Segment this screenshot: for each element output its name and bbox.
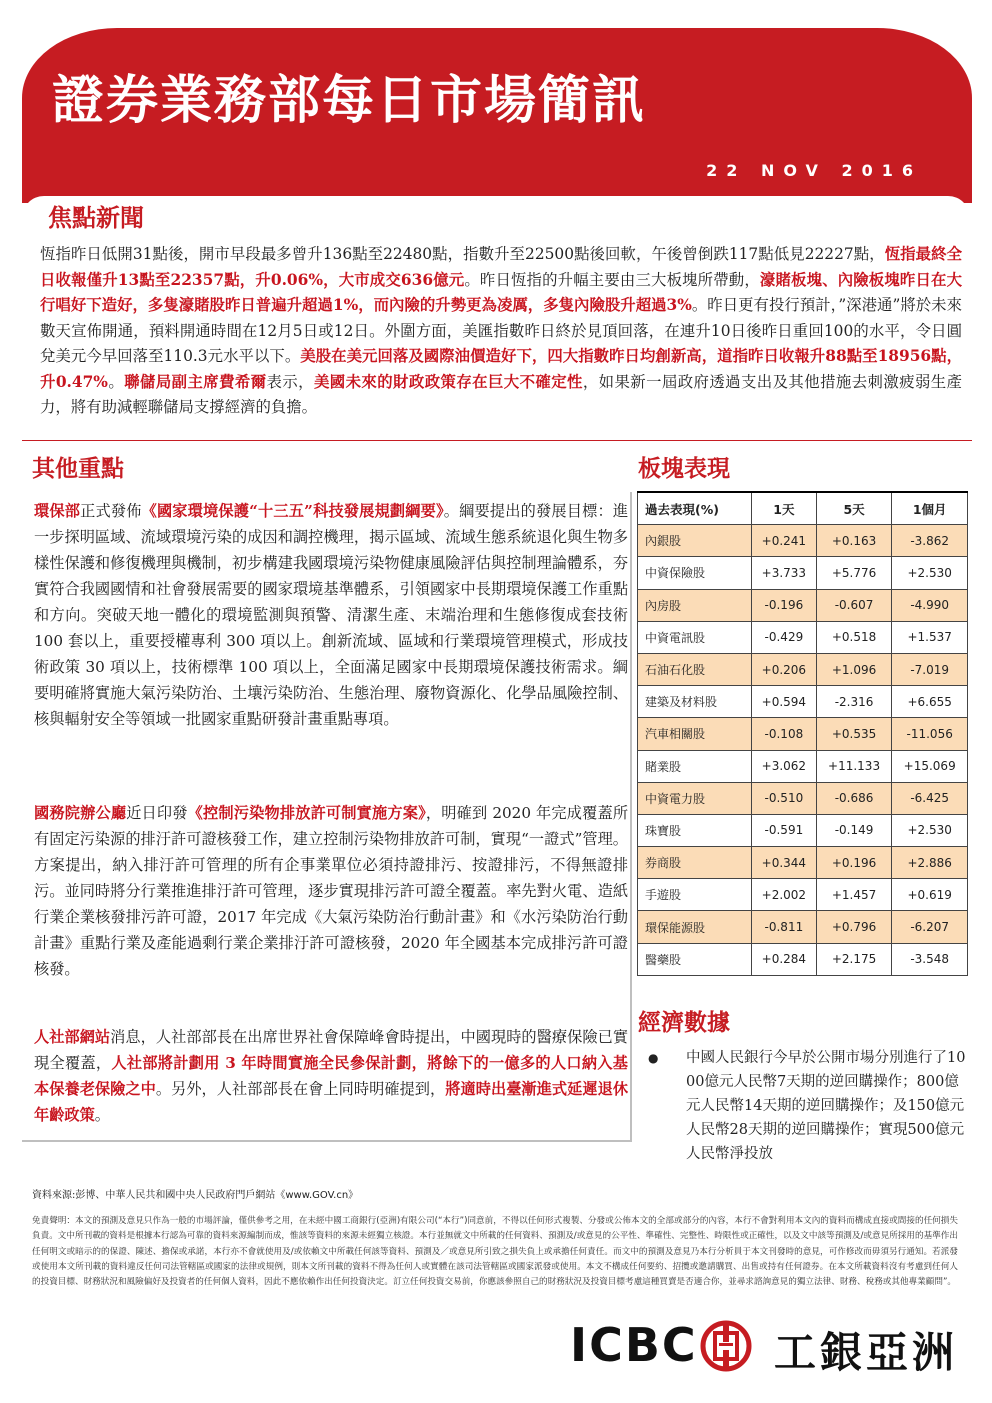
table-row bbox=[638, 718, 968, 750]
table-row bbox=[638, 557, 968, 589]
sector-name-cell: 券商股 bbox=[638, 847, 752, 879]
table-row bbox=[638, 782, 968, 814]
one-month-cell: +6.655 bbox=[892, 686, 968, 718]
five-day-cell: +0.518 bbox=[816, 621, 892, 653]
body-text: 。昨日恆指的升幅主要由三大板塊所帶動， bbox=[464, 270, 760, 289]
table-row bbox=[638, 653, 968, 685]
body-text: 。另外，人社部部長在會上同時明確提到， bbox=[155, 1080, 446, 1098]
highlight-text: 人社部將計劃用 3 年時間實施全民參保計劃，將餘下的一億多的人口納入基本保養老保險之中 bbox=[34, 1054, 628, 1098]
table-row bbox=[638, 911, 968, 943]
one-day-cell: +0.284 bbox=[752, 943, 817, 975]
economic-data-item: 中國人民銀行今早於公開市場分別進行了1000億元人民幣7天期的逆回購操作；800億元人民幣14天期的逆回購操作；及150億元人民幣28天期的逆回購操作；實現500億元人民幣淨投放 bbox=[686, 1050, 966, 1162]
one-day-cell: +0.241 bbox=[752, 525, 817, 557]
table-row bbox=[638, 847, 968, 879]
five-day-cell: +1.096 bbox=[816, 653, 892, 685]
highlight-text: 恆指最終全日收報僅升13點至22357點，升0.06%，大市成交636億元 bbox=[40, 245, 962, 289]
table-row bbox=[638, 525, 968, 557]
body-text: 近日印發 bbox=[126, 804, 188, 822]
table-row bbox=[638, 589, 968, 621]
body-text: ，如果新一屆政府透過支出及其他措施去刺激疲弱生產力，將有助減輕聯儲局支撐經濟的負擔。 bbox=[40, 372, 962, 416]
sector-name-cell: 環保能源股 bbox=[638, 911, 752, 943]
five-day-cell: -0.149 bbox=[816, 814, 892, 846]
table-row bbox=[638, 686, 968, 718]
one-day-cell: +3.062 bbox=[752, 750, 817, 782]
body-text: 消息，人社部部長在出席世界社會保障峰會時提出，中國現時的醫療保險已實現全覆蓋， bbox=[34, 1028, 629, 1072]
five-day-cell: +0.196 bbox=[816, 847, 892, 879]
one-day-cell: +0.206 bbox=[752, 653, 817, 685]
one-month-cell: -3.862 bbox=[892, 525, 968, 557]
economic-data-title: 經濟數據 bbox=[638, 1010, 730, 1036]
highlight-text: 《控制污染物排放許可制實施方案》 bbox=[187, 804, 426, 822]
body-text: 。 bbox=[94, 1106, 110, 1124]
sector-name-cell: 中資保險股 bbox=[638, 557, 752, 589]
icbc-emblem-icon bbox=[700, 1320, 752, 1372]
highlight-text: 人社部網站 bbox=[34, 1028, 111, 1046]
other-highlight-paragraph bbox=[34, 498, 628, 732]
section-divider bbox=[22, 440, 972, 441]
table-row bbox=[638, 943, 968, 975]
one-month-cell: +1.537 bbox=[892, 621, 968, 653]
one-month-cell: +15.069 bbox=[892, 750, 968, 782]
body-text: 表示， bbox=[266, 372, 314, 391]
one-month-cell: -6.207 bbox=[892, 911, 968, 943]
highlight-text: 國務院辦公廳 bbox=[34, 804, 127, 822]
highlight-text: 將適時出臺漸進式延遲退休年齡政策 bbox=[34, 1080, 629, 1124]
sector-name-cell: 中資電訊股 bbox=[638, 621, 752, 653]
page-title: 證券業務部每日市場簡訊 bbox=[52, 71, 647, 131]
one-day-cell: +0.344 bbox=[752, 847, 817, 879]
one-month-cell: -4.990 bbox=[892, 589, 968, 621]
highlight-text: 美國未來的財政政策存在巨大不確定性 bbox=[313, 372, 583, 391]
column-header: 1個月 bbox=[892, 492, 968, 525]
sector-name-cell: 醫藥股 bbox=[638, 943, 752, 975]
highlight-text: 環保部 bbox=[34, 502, 81, 520]
body-text: 。昨日更有投行預計，”深港通”將於未來數天宣佈開通，預料開通時間在12月5日或12日。外圍方面，美匯指數昨日終於見頂回落，在連升10日後昨日重回100的水平，令日圓兌美元今早回落至110.3元水平以下。 bbox=[40, 296, 962, 365]
logo-wordmark-cn: 工銀亞洲 bbox=[774, 1328, 959, 1377]
sector-name-cell: 手遊股 bbox=[638, 879, 752, 911]
table-row bbox=[638, 750, 968, 782]
column-header: 5天 bbox=[816, 492, 892, 525]
body-text: ，明確到 2020 年完成覆蓋所有固定污染源的排汙許可證核發工作，建立控制污染物排放許可制，實現“一證式”管理。方案提出，納入排汙許可管理的所有企事業單位必須持證排污、按證排污，不得無證排污。並同時將分行業推進排汙許可管理，逐步實現排污許可證全覆蓋。率先對火電、造紙行業企業核發排污許可證，2017 年完成《大氣污染防治行動計畫》和《水污染防治行動計畫》重點行業及產能過剩行業企業排汙許可證核發，2020 年全國基本完成排污許可證核發。 bbox=[34, 804, 629, 978]
other-highlight-paragraph bbox=[34, 800, 628, 982]
column-header: 過去表現(%) bbox=[638, 492, 752, 525]
icbc-logo bbox=[570, 1318, 960, 1378]
five-day-cell: -2.316 bbox=[816, 686, 892, 718]
five-day-cell: +2.175 bbox=[816, 943, 892, 975]
body-text: 。綱要提出的發展目標：進一步探明區域、流域環境污染的成因和調控機理，揭示區域、流域生態系統退化與生物多樣性保護和修復機理與機制，初步構建我國環境污染物健康風險評估與控制理論體系，夯實符合我國國情和社會發展需要的國家環境基準體系，引領國家中長期環境保護工作重點和方向。突破天地一體化的環境監測與預警、清潔生產、末端治理和生態修復成套技術 100 套以上，重要授權專利 300 項以上。創新流域、區域和行業環境管理模式，形成技術政策 30 項以上，技術標準 100 項以上，全面滿足國家中長期環境保護技術需求。綱要明確將實施大氣污染防治、土壤污染防治、生態治理、廢物資源化、化學品風險控制、核與輻射安全等領域一批國家重點研發計畫重點專項。 bbox=[34, 502, 629, 728]
one-month-cell: +2.530 bbox=[892, 814, 968, 846]
header-banner bbox=[22, 28, 972, 203]
five-day-cell: +0.535 bbox=[816, 718, 892, 750]
other-highlights-title: 其他重點 bbox=[32, 456, 124, 482]
bullet-icon: ● bbox=[648, 1051, 659, 1065]
focus-news-title: 焦點新聞 bbox=[48, 204, 144, 232]
one-day-cell: -0.196 bbox=[752, 589, 817, 621]
other-highlight-paragraph bbox=[34, 1024, 628, 1128]
focus-news-text bbox=[40, 242, 962, 421]
five-day-cell: -0.607 bbox=[816, 589, 892, 621]
table-header-row bbox=[638, 492, 968, 525]
five-day-cell: +5.776 bbox=[816, 557, 892, 589]
sector-name-cell: 珠寶股 bbox=[638, 814, 752, 846]
highlight-text: 美股在美元回落及國際油價造好下，四大指數昨日均創新高，道指昨日收報升88點至18956點，升0.47% bbox=[40, 347, 963, 391]
report-date: 22 NOV 2016 bbox=[706, 161, 922, 180]
highlight-text: 濠賭板塊、內險板塊昨日在大行唱好下造好，多隻濠賭股昨日普遍升超過1%，而內險的升勢更為凌厲，多隻內險股升超過3% bbox=[40, 270, 962, 314]
one-month-cell: +2.886 bbox=[892, 847, 968, 879]
table-row bbox=[638, 814, 968, 846]
sector-name-cell: 賭業股 bbox=[638, 750, 752, 782]
one-day-cell: -0.811 bbox=[752, 911, 817, 943]
sector-name-cell: 內銀股 bbox=[638, 525, 752, 557]
one-day-cell: +0.594 bbox=[752, 686, 817, 718]
one-month-cell: +2.530 bbox=[892, 557, 968, 589]
five-day-cell: +1.457 bbox=[816, 879, 892, 911]
body-text: 恆指昨日低開31點後，開市早段最多曾升136點至22480點，指數升至22500點後回軟，午後曾倒跌117點低見22227點， bbox=[40, 245, 885, 263]
one-month-cell: -6.425 bbox=[892, 782, 968, 814]
highlight-text: 聯儲局副主席費希爾 bbox=[124, 372, 267, 391]
one-day-cell: -0.108 bbox=[752, 718, 817, 750]
body-text: 正式發佈 bbox=[80, 502, 142, 520]
one-month-cell: -11.056 bbox=[892, 718, 968, 750]
table-row bbox=[638, 879, 968, 911]
sector-name-cell: 內房股 bbox=[638, 589, 752, 621]
one-day-cell: +2.002 bbox=[752, 879, 817, 911]
sector-name-cell: 石油石化股 bbox=[638, 653, 752, 685]
one-day-cell: +3.733 bbox=[752, 557, 817, 589]
five-day-cell: +0.796 bbox=[816, 911, 892, 943]
column-header: 1天 bbox=[752, 492, 817, 525]
one-month-cell: -7.019 bbox=[892, 653, 968, 685]
logo-wordmark-en: ICBC bbox=[570, 1318, 698, 1372]
sector-name-cell: 中資電力股 bbox=[638, 782, 752, 814]
five-day-cell: -0.686 bbox=[816, 782, 892, 814]
five-day-cell: +0.163 bbox=[816, 525, 892, 557]
one-month-cell: -3.548 bbox=[892, 943, 968, 975]
one-month-cell: +0.619 bbox=[892, 879, 968, 911]
disclaimer-text: 免責聲明：本文的預測及意見只作為一般的市場評論，僅供參考之用，在未經中國工商銀行(亞洲)有限公司(“本行”)同意前，不得以任何形式複製、分發或公佈本文的全部或部分的內容，本行不會對利用本文內的資料而構成直接或間接的任何損失負責。文中所刊載的資料是根據本行認為可靠的資料來源編制而成，惟該等資料的來源未經獨立核證。本行並無就文中所載的任何資料、預測及/或意見的公平性、準確性、完整性、時限性或正確性，以及文中該等預測及/或意見所採用的基準作出任何明文或暗示的的保證、陳述、擔保或承諾，本行亦不會就使用及/或依賴文中所載任何該等資料、預測及／或意見所引致之損失負上或承擔任何責任。而文中的預測及意見乃本行分析員于本文刊發時的意見，可作修改而毋須另行通知。若派發或使用本文所刊載的資料違反任何司法管轄區或國家的法律或規例，則本文所刊載的資料不得為任何人或實體在該司法管轄區或國家派發或使用。本文不構成任何要約、招攬或邀請購買、出售或持有任何證券。在本文所載資料沒有考慮到任何人的投資目標、財務狀況和風險偏好及投資者的任何個人資料，因此不應依賴作出任何投資決定。訂立任何投資交易前，你應該參照自己的財務狀況及投資目標考慮這種買賣是否適合你，並尋求諮詢意見的獨立法律、財務、稅務或其他專業顧問”。 bbox=[32, 1216, 958, 1288]
body-text: 。 bbox=[107, 372, 125, 391]
highlight-text: 《國家環境保護“十三五”科技發展規劃綱要》 bbox=[141, 502, 444, 520]
table-row bbox=[638, 621, 968, 653]
sector-performance-table bbox=[637, 491, 968, 976]
sector-name-cell: 汽車相關股 bbox=[638, 718, 752, 750]
sector-name-cell: 建築及材料股 bbox=[638, 686, 752, 718]
data-source-note: 資料來源:彭博、中華人民共和國中央人民政府門戶網站《www.GOV.cn》 bbox=[32, 1190, 359, 1201]
five-day-cell: +11.133 bbox=[816, 750, 892, 782]
sector-performance-title: 板塊表現 bbox=[638, 456, 730, 482]
one-day-cell: -0.429 bbox=[752, 621, 817, 653]
one-day-cell: -0.510 bbox=[752, 782, 817, 814]
one-day-cell: -0.591 bbox=[752, 814, 817, 846]
